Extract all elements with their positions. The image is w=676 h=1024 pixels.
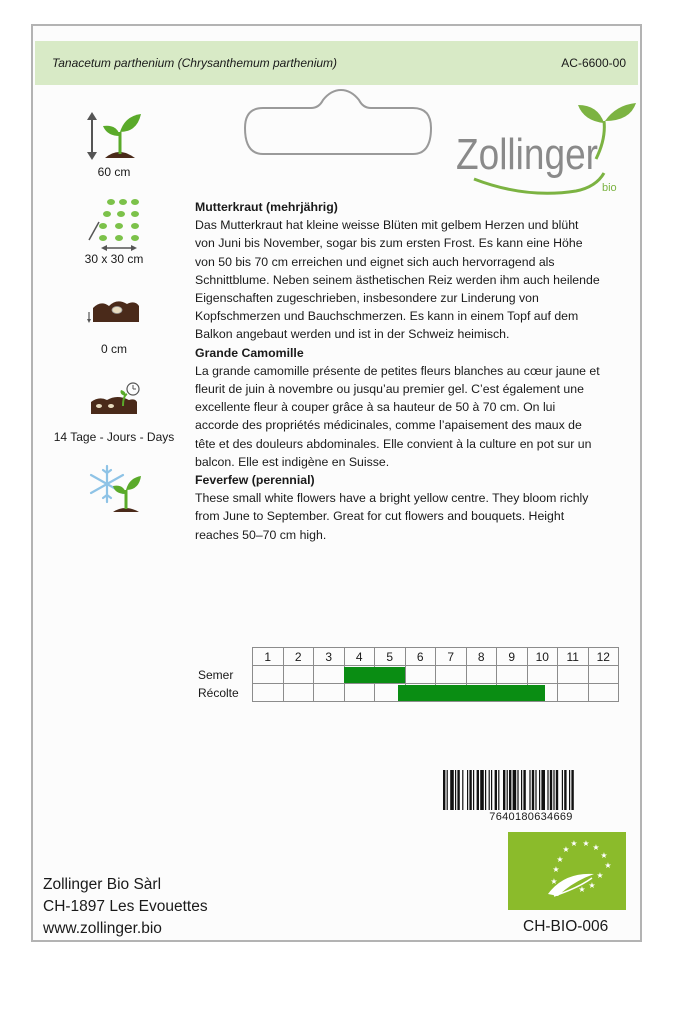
english-text: These small white flowers have a bright yellow centre. They bloom richly from June to September. Great for cut flowers and bouquets. Height reaches 50–70 cm high.	[195, 491, 589, 542]
eu-organic-logo	[508, 832, 626, 910]
header-band	[35, 41, 638, 85]
calendar-cell	[344, 684, 375, 702]
barcode-bar	[467, 770, 468, 810]
eu-star-icon: ★	[578, 885, 586, 894]
barcode-bar	[562, 770, 563, 810]
eu-star-icon: ★	[604, 861, 612, 870]
barcode-bar	[509, 770, 511, 810]
barcode-bar	[571, 770, 573, 810]
description-block	[195, 198, 600, 544]
height-label: 60 cm	[97, 165, 131, 179]
calendar-month-10: 10	[527, 648, 558, 666]
calendar-month-7: 7	[436, 648, 467, 666]
barcode-bar	[455, 770, 456, 810]
german-text: Das Mutterkraut hat kleine weisse Blüten mit gelbem Herzen und blüht von Juni bis November, sogar bis zum ersten Frost. Es kann eine Höhe von 50 bis 70 cm erreichen und eignet sich auch hervorragend als Schnittblume. Neben seinem ästhetischen Reiz werden ihm auch heilende Eigenschaften zugeschrieben, insbesondere zur Linderung von Kopfschmerzen und Bauchschmerzen. Es kann in einem Topf auf dem Balkon angebaut werden und ist in der Schweiz heimisch.	[195, 218, 600, 342]
barcode-bar	[513, 770, 517, 810]
barcode-bar	[495, 770, 497, 810]
sowing-depth-icon	[87, 294, 143, 324]
seed-packet-back	[31, 24, 642, 942]
barcode	[441, 770, 621, 810]
calendar-cell	[527, 666, 558, 684]
eu-star-icon: ★	[562, 845, 570, 854]
barcode-bar	[569, 770, 570, 810]
barcode-bar	[469, 770, 471, 810]
calendar-sow-row	[253, 666, 619, 684]
eu-star-icon: ★	[596, 871, 604, 880]
calendar-month-row	[253, 648, 619, 666]
calendar-cell	[588, 684, 619, 702]
barcode-bar	[498, 770, 499, 810]
eu-leaf-stars-icon	[508, 832, 626, 910]
company-address: CH-1897 Les Evouettes	[43, 898, 208, 915]
calendar-cell	[314, 684, 345, 702]
barcode-bar	[529, 770, 530, 810]
barcode-bar	[485, 770, 486, 810]
logo-brand-text: Zollinger	[456, 130, 598, 179]
eu-star-icon: ★	[570, 839, 578, 848]
calendar-cell	[405, 666, 436, 684]
zollinger-logo	[456, 99, 641, 204]
frost-hardy-icon	[87, 462, 143, 514]
calendar-month-11: 11	[558, 648, 589, 666]
harvest-period-bar	[398, 685, 544, 701]
company-website[interactable]: www.zollinger.bio	[43, 920, 162, 937]
spacing-label: 30 x 30 cm	[84, 252, 144, 266]
eu-star-icon: ★	[556, 855, 564, 864]
eu-star-icon: ★	[550, 877, 558, 886]
calendar-row-label-sow: Semer	[198, 668, 234, 682]
english-title: Feverfew (perennial)	[195, 473, 315, 488]
calendar-cell	[558, 684, 589, 702]
calendar-month-4: 4	[344, 648, 375, 666]
eu-star-icon: ★	[588, 881, 596, 890]
germination-time-icon	[87, 382, 143, 416]
barcode-bar	[550, 770, 552, 810]
eu-star-icon: ★	[552, 865, 560, 874]
barcode-bar	[556, 770, 558, 810]
calendar-month-2: 2	[283, 648, 314, 666]
barcode-bar	[473, 770, 474, 810]
barcode-bar	[462, 770, 463, 810]
barcode-bar	[539, 770, 540, 810]
plant-spacing-icon	[85, 196, 147, 252]
calendar-cell	[314, 666, 345, 684]
barcode-bar	[507, 770, 508, 810]
eu-star-icon: ★	[582, 839, 590, 848]
barcode-bar	[489, 770, 490, 810]
latin-name: Tanacetum parthenium (Chrysanthemum parthenium)	[52, 56, 338, 70]
germination-label: 14 Tage - Jours - Days	[53, 430, 175, 444]
barcode-bar	[480, 770, 484, 810]
bio-certification-code: CH-BIO-006	[523, 918, 609, 935]
barcode-bar	[443, 770, 445, 810]
calendar-cell	[283, 666, 314, 684]
calendar-row-label-harvest: Récolte	[198, 686, 239, 700]
calendar-cell	[253, 666, 284, 684]
barcode-bar	[523, 770, 525, 810]
sowing-period-bar	[344, 667, 405, 683]
french-title: Grande Camomille	[195, 345, 304, 360]
eu-star-icon: ★	[600, 851, 608, 860]
calendar-month-8: 8	[466, 648, 497, 666]
calendar-month-1: 1	[253, 648, 284, 666]
barcode-bar	[535, 770, 536, 810]
barcode-bar	[553, 770, 554, 810]
calendar-month-3: 3	[314, 648, 345, 666]
eu-star-icon: ★	[592, 843, 600, 852]
plant-height-icon	[85, 110, 143, 162]
calendar-cell	[283, 684, 314, 702]
calendar-cell	[466, 666, 497, 684]
barcode-bar	[503, 770, 505, 810]
calendar-cell	[436, 666, 467, 684]
french-text: La grande camomille présente de petites fleurs blanches au cœur jaune et fleurit de juin à novembre ou jusqu’au premier gel. C’est également une excellente fleur à couper grâce à sa hauteur de 50 à 70 cm. On lui accorde des propriétés médicinales, comme l’apaisement des maux de tête et des douleurs abdominales. Elle convient à la culture en pot sur un balcon. Elle est indigène en Suisse.	[195, 363, 600, 469]
barcode-bar	[547, 770, 548, 810]
calendar-cell	[253, 684, 284, 702]
calendar-month-6: 6	[405, 648, 436, 666]
calendar-month-5: 5	[375, 648, 406, 666]
calendar-cell	[497, 666, 528, 684]
barcode-bar	[450, 770, 454, 810]
depth-label: 0 cm	[100, 342, 127, 356]
calendar-month-12: 12	[588, 648, 619, 666]
calendar-cell	[588, 666, 619, 684]
hang-tab-outline	[241, 88, 435, 156]
barcode-bar	[532, 770, 534, 810]
barcode-bar	[457, 770, 459, 810]
calendar-cell	[558, 666, 589, 684]
barcode-bar	[521, 770, 522, 810]
article-code: AC-6600-00	[561, 56, 626, 70]
company-name: Zollinger Bio Sàrl	[43, 876, 162, 893]
german-title: Mutterkraut (mehrjährig)	[195, 200, 338, 214]
logo-bio-text: bio	[602, 182, 617, 194]
barcode-bar	[477, 770, 479, 810]
barcode-number: 7640180634669	[489, 811, 573, 823]
barcode-bar	[564, 770, 566, 810]
barcode-bar	[541, 770, 545, 810]
barcode-bar	[517, 770, 518, 810]
barcode-bar	[491, 770, 492, 810]
calendar-month-9: 9	[497, 648, 528, 666]
barcode-bar	[447, 770, 448, 810]
